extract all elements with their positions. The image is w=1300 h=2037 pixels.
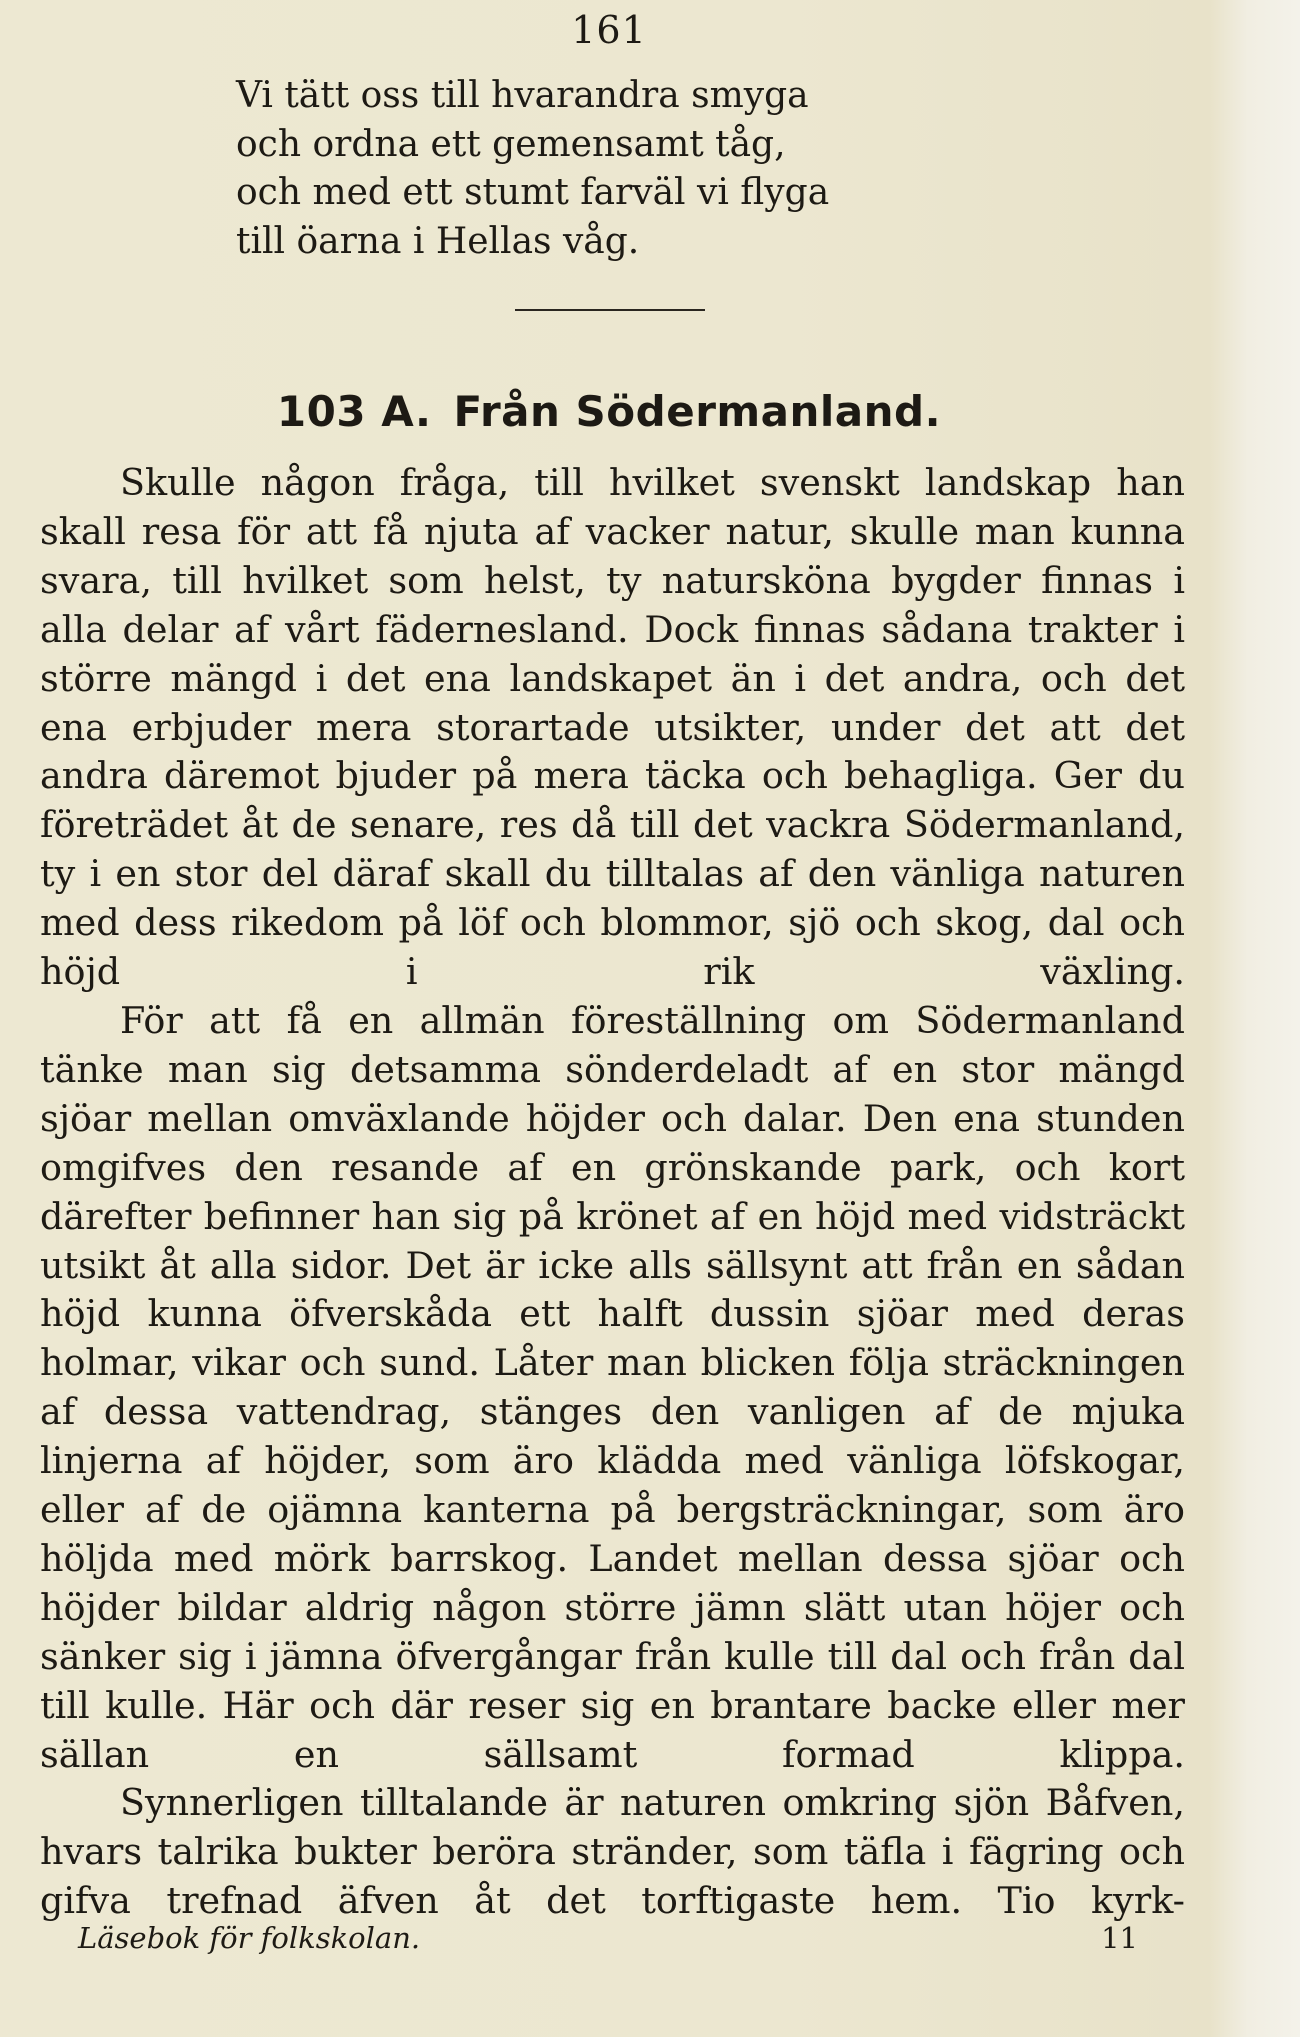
page-number: 161 — [571, 8, 647, 52]
poem-line: och ordna ett gemensamt tåg, — [236, 123, 786, 165]
footer-signature: 11 — [1101, 1921, 1138, 1955]
footer-book-title: Läsebok för folkskolan. — [78, 1921, 421, 1955]
poem-stanza — [236, 72, 829, 266]
article-body — [40, 459, 1185, 1926]
poem-line: och med ett stumt farväl vi flyga — [236, 172, 830, 213]
section-heading — [0, 387, 1218, 436]
paragraph: För att få en allmän föreställning om Södermanland tänke man sig detsamma sönderdeladt af en stor mängd sjöar mellan omväxlande höjder och dalar. Den ena stunden omgifves den resande af en grönskande park, och kort därefter befinner han sig på krönet af en höjd med vidsträckt utsikt åt alla sidor. Det är icke alls sällsynt att från en sådan höjd kunna öfverskåda ett halft dussin sjöar med deras holmar, vikar och sund. Låter man blicken följa sträckningen af dessa vattendrag, stänges den vanligen af de mjuka linjerna af höjder, som äro klädda med vänliga löfskogar, eller af de ojämna kanterna på bergsträckningar, som äro höljda med mörk barrskog. Landet mellan dessa sjöar och höjder bildar aldrig någon större jämn slätt utan höjer och sänker sig i jämna öfvergångar från kulle till dal och från dal till kulle. Här och där reser sig en brantare backe eller mer sällan en sällsamt formad klippa. — [40, 998, 1185, 1776]
paragraph: Skulle någon fråga, till hvilket svenskt landskap han skall resa för att få njuta af vacker natur, skulle man kunna svara, till hvilket som helst, ty natursköna bygder finnas i alla delar af vårt fädernesland. Dock finnas sådana trakter i större mängd i det ena landskapet än i det andra, och det ena erbjuder mera storartade utsikter, under det att det andra däremot bjuder på mera täcka och behagliga. Ger du företrädet åt de senare, res då till det vackra Södermanland, ty i en stor del däraf skall du tilltalas af den vänliga naturen med dess rikedom på löf och blommor, sjö och skog, dal och höjd i rik växling. — [40, 461, 1185, 994]
poem-line: Vi tätt oss till hvarandra smyga — [236, 75, 809, 116]
section-title: Från Södermanland. — [453, 387, 942, 436]
poem-line: till öarna i Hellas våg. — [236, 220, 640, 262]
section-number: 103 A. — [276, 387, 432, 436]
paragraph: Synnerligen tilltalande är naturen omkring sjön Båfven, hvars talrika bukter beröra stränder, som täfla i fägring och gifva trefnad äfven åt det torftigaste hem. Tio kyrk- — [40, 1781, 1185, 1923]
page-footer — [78, 1921, 1138, 1955]
section-divider — [515, 309, 705, 311]
